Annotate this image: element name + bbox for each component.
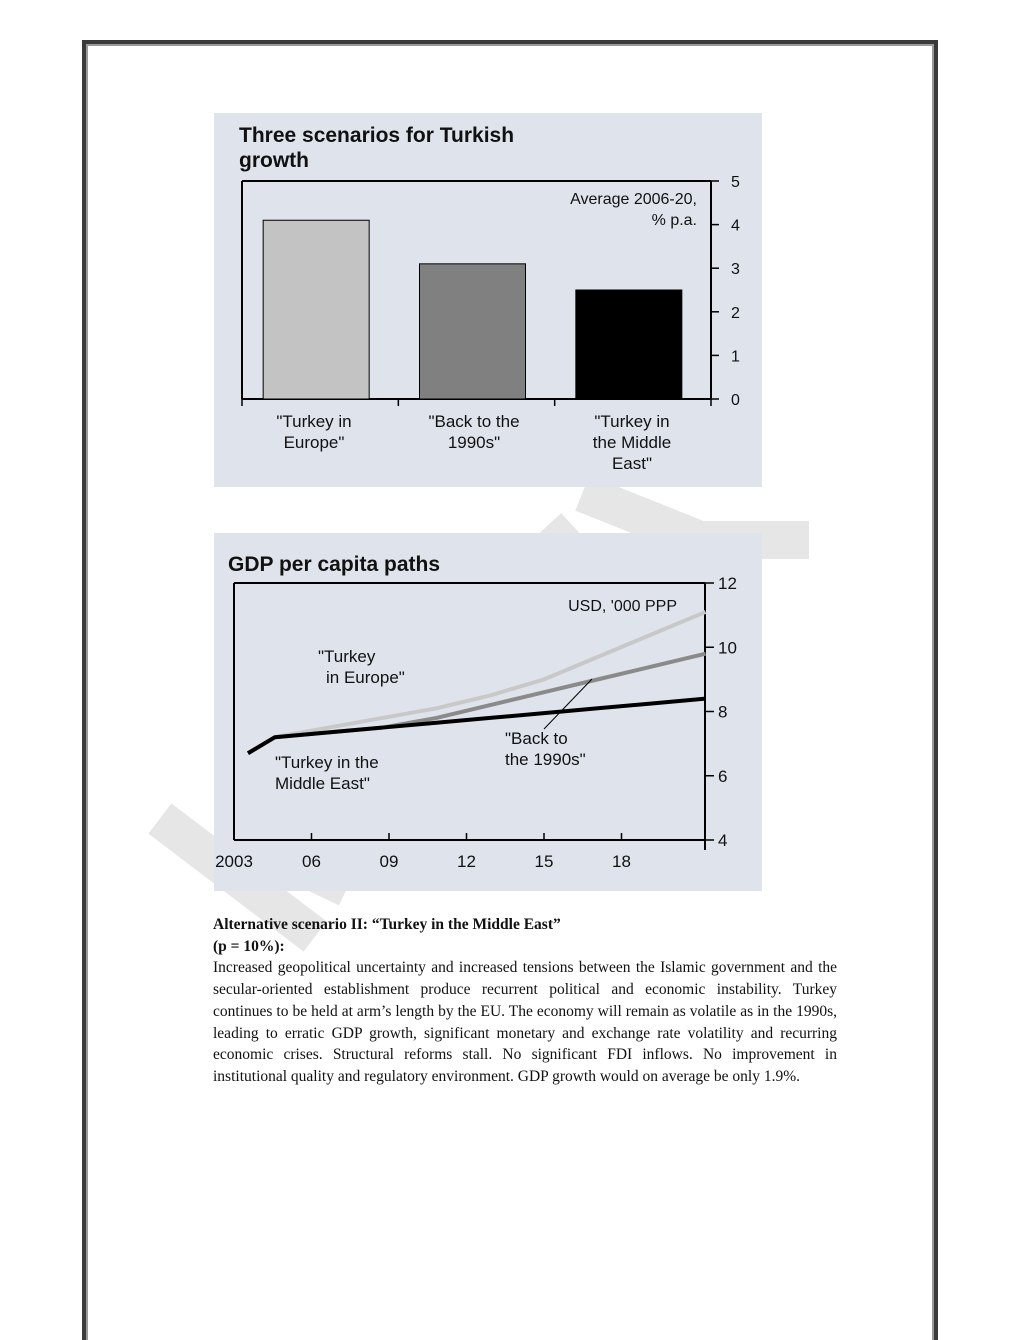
y-tick-label: 4 xyxy=(718,831,728,850)
category-label-line: Europe" xyxy=(283,433,345,452)
y-tick-label: 8 xyxy=(718,702,728,722)
category-label-line: 1990s" xyxy=(447,433,501,452)
x-tick-label: 15 xyxy=(534,852,554,871)
scenario-text xyxy=(213,914,837,1088)
x-tick-label: 09 xyxy=(379,852,399,871)
line-chart xyxy=(214,533,762,891)
y-tick-label: 2 xyxy=(731,304,740,322)
category-label-line: "Back to the xyxy=(428,412,520,431)
y-tick-label: 5 xyxy=(731,174,740,191)
y-tick-label: 10 xyxy=(718,638,737,658)
x-tick-label: 06 xyxy=(302,852,321,871)
chart-note-line: Average 2006-20, xyxy=(570,191,697,208)
chart-title-line: growth xyxy=(239,149,309,172)
series-label-line: "Turkey xyxy=(318,647,376,666)
scenario-heading: Alternative scenario II: “Turkey in the Middle East” xyxy=(213,916,561,933)
bar xyxy=(576,290,682,399)
series-label-1990s xyxy=(505,728,586,770)
chart-note-line: % p.a. xyxy=(651,212,697,229)
x-tick-label: 12 xyxy=(457,852,476,871)
category-label-line: East" xyxy=(611,454,653,473)
y-tick-label: 12 xyxy=(718,574,737,593)
series-label-line: "Turkey in the xyxy=(275,753,379,772)
category-label xyxy=(402,411,546,453)
y-tick-label: 3 xyxy=(731,261,740,279)
y-tick-label: 1 xyxy=(731,348,740,366)
bar xyxy=(263,220,369,399)
y-tick-label: 6 xyxy=(718,766,728,786)
line-chart-panel xyxy=(214,533,762,891)
chart-title-line: Three scenarios for Turkish xyxy=(239,124,515,147)
category-label-line: the Middle xyxy=(592,433,672,452)
series-label-line: Middle East" xyxy=(275,774,370,793)
series-label-line: the 1990s" xyxy=(505,750,586,769)
y-tick-label: 0 xyxy=(731,392,740,409)
category-label-line: "Turkey in xyxy=(594,412,670,431)
chart-note: USD, '000 PPP xyxy=(568,598,677,615)
chart-title: GDP per capita paths xyxy=(228,553,441,576)
series-label-line: "Back to xyxy=(505,729,568,748)
y-tick-label: 4 xyxy=(731,217,740,235)
series-label-line: in Europe" xyxy=(326,668,405,687)
x-tick-label: 2003 xyxy=(215,852,253,871)
scenario-paragraph: Increased geopolitical uncertainty and increased tensions between the Islamic government and the secular-oriented establishment produce recurrent political and economic instability. Turkey continues to be held at arm’s length by the EU. The economy will remain as volatile as in the 1990s, leading to erratic GDP growth, significant monetary and exchange rate volatility and recurring economic crises. Structural reforms stall. No significant FDI inflows. No improvement in institutional quality and regulatory environment. GDP growth would on average be only 1.9%. xyxy=(213,959,837,1085)
scenario-probability: (p = 10%): xyxy=(213,937,285,955)
series-label-europe xyxy=(318,646,405,688)
bar xyxy=(420,264,526,399)
category-label xyxy=(244,411,384,453)
series-label-middle-east xyxy=(275,752,379,794)
category-label xyxy=(562,411,702,474)
x-tick-label: 18 xyxy=(612,852,631,871)
category-label-line: "Turkey in xyxy=(276,412,352,431)
bar-chart-panel xyxy=(214,113,762,487)
